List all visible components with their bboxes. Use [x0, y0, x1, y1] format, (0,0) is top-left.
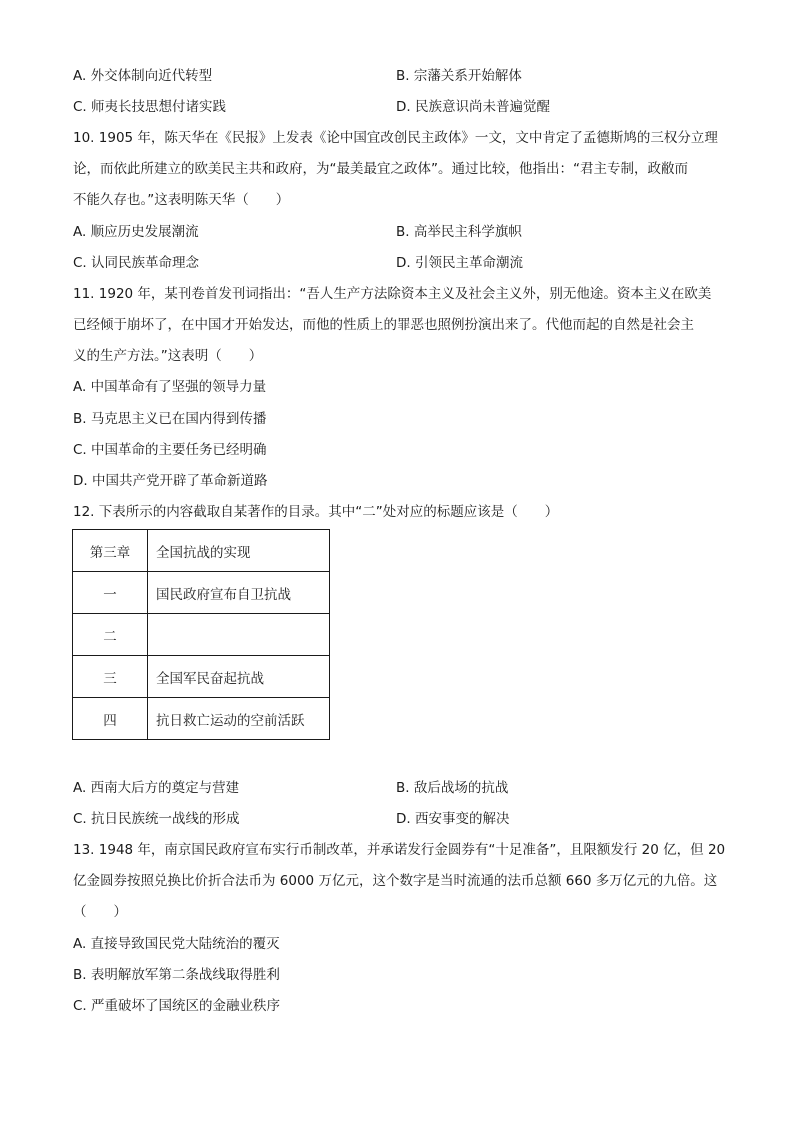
q12-table-of-contents: [72, 529, 330, 740]
table-cell: 二: [73, 614, 148, 656]
q12-option-d: D. 西安事变的解决: [396, 811, 510, 827]
q10-option-d: D. 引领民主革命潮流: [396, 255, 523, 271]
q9-option-d: D. 民族意识尚未普遍觉醒: [396, 99, 550, 115]
table-cell: 三: [73, 656, 148, 698]
q13-stem-line-1: 13. 1948 年，南京国民政府宣布实行币制改革，并承诺发行金圆券有“十足准备”，且限额发行 20 亿，但 20: [73, 842, 726, 858]
table-cell: 四: [73, 698, 148, 740]
table-row: [73, 530, 330, 572]
q12-option-b: B. 敌后战场的抗战: [396, 780, 509, 796]
q10-option-a: A. 顺应历史发展潮流: [73, 224, 199, 240]
table-cell: 第三章: [73, 530, 148, 572]
q12-option-c: C. 抗日民族统一战线的形成: [73, 811, 240, 827]
q10-stem-line-2: 论，而依此所建立的欧美民主共和政府，为“最美最宜之政体”。通过比较，他指出：“君主专制，政敝而: [73, 161, 688, 177]
table-cell: 全国抗战的实现: [148, 530, 330, 572]
q11-option-b: B. 马克思主义已在国内得到传播: [73, 411, 267, 427]
q11-stem-line-3: 义的生产方法。”这表明（ ）: [73, 348, 263, 364]
q9-option-a: A. 外交体制向近代转型: [73, 68, 213, 84]
table-cell: 抗日救亡运动的空前活跃: [148, 698, 330, 740]
q11-option-c: C. 中国革命的主要任务已经明确: [73, 442, 267, 458]
q13-option-b: B. 表明解放军第二条战线取得胜利: [73, 967, 280, 983]
q12-option-a: A. 西南大后方的奠定与营建: [73, 780, 240, 796]
table-row: [73, 656, 330, 698]
q11-stem-line-1: 11. 1920 年，某刊卷首发刊词指出：“吾人生产方法除资本主义及社会主义外，别无他途。资本主义在欧美: [73, 286, 712, 302]
q13-option-c: C. 严重破坏了国统区的金融业秩序: [73, 998, 281, 1014]
q9-option-c: C. 师夷长技思想付诸实践: [73, 99, 227, 115]
q10-option-c: C. 认同民族革命理念: [73, 255, 200, 271]
q11-stem-line-2: 已经倾于崩坏了，在中国才开始发达，而他的性质上的罪恶也照例扮演出来了。代他而起的自然是社会主: [73, 317, 694, 333]
q13-stem-line-2: 亿金圆券按照兑换比价折合法币为 6000 万亿元，这个数字是当时流通的法币总额 660 多万亿元的九倍。这: [73, 873, 718, 889]
q10-option-b: B. 高举民主科学旗帜: [396, 224, 522, 240]
table-cell: 全国军民奋起抗战: [148, 656, 330, 698]
table-row: [73, 572, 330, 614]
q11-option-a: A. 中国革命有了坚强的领导力量: [73, 379, 267, 395]
q9-option-b: B. 宗藩关系开始解体: [396, 68, 522, 84]
table-row: [73, 614, 330, 656]
q13-option-a: A. 直接导致国民党大陆统治的覆灭: [73, 936, 280, 952]
q12-stem: 12. 下表所示的内容截取自某著作的目录。其中“二”处对应的标题应该是（ ）: [73, 504, 559, 520]
q10-stem-line-3: 不能久存也。”这表明陈天华（ ）: [73, 192, 290, 208]
q11-option-d: D. 中国共产党开辟了革命新道路: [73, 473, 268, 489]
table-cell-blank: [148, 614, 330, 656]
table-cell: 国民政府宣布自卫抗战: [148, 572, 330, 614]
table-row: [73, 698, 330, 740]
q10-stem-line-1: 10. 1905 年，陈天华在《民报》上发表《论中国宜改创民主政体》一文，文中肯定了孟德斯鸠的三权分立理: [73, 130, 718, 146]
table-cell: 一: [73, 572, 148, 614]
q13-stem-line-3: （ ）: [73, 904, 127, 920]
